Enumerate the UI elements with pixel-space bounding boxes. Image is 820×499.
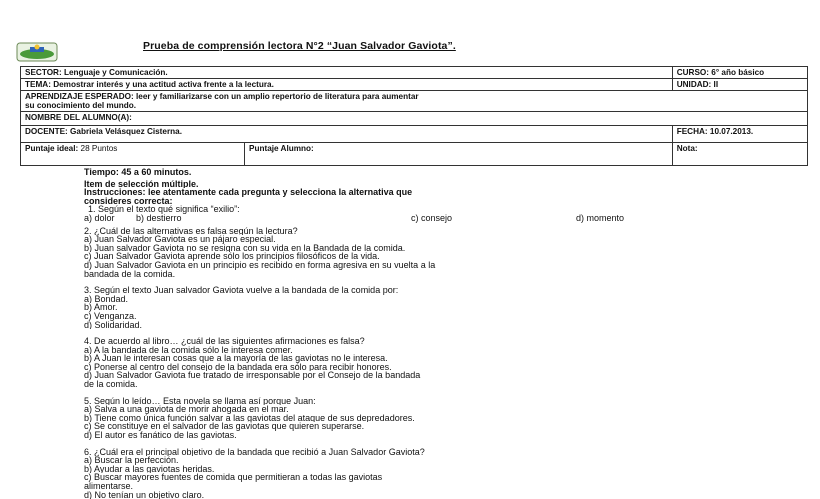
header-row-puntaje — [21, 143, 808, 166]
q1-options — [84, 214, 800, 223]
aprendizaje-cell — [21, 91, 808, 112]
header-row-docente — [21, 126, 808, 143]
unidad-cell: UNIDAD: II — [672, 79, 807, 91]
docente-cell: DOCENTE: Gabriela Velásquez Cisterna. — [21, 126, 673, 143]
q5-text: 5. Según lo leído… Esta novela se llama así porque Juan: — [84, 396, 316, 406]
q2-text: 2. ¿Cuál de las alternativas es falsa según la lectura? — [84, 226, 298, 236]
puntaje-ideal-label: Puntaje ideal: — [25, 144, 79, 153]
puntaje-ideal-cell — [21, 143, 245, 166]
q4-option-c: c) Ponerse al centro del consejo de la bandada era sólo para recibir honores. — [84, 362, 392, 372]
q3-option-b: b) Amor. — [84, 303, 118, 312]
tiempo-label: Tiempo: 45 a 60 minutos. — [84, 168, 192, 177]
questions-section — [84, 168, 800, 499]
curso-cell: CURSO: 6° año básico — [672, 67, 807, 79]
q2-option-d-line-1: d) Juan Salvador Gaviota en un principio es recibido en forma agresiva en su vuelta a la — [84, 260, 436, 270]
header-row-tema — [21, 79, 808, 91]
q1-option-d: d) momento — [576, 212, 625, 223]
header-row-aprendizaje — [21, 91, 808, 112]
document-title: Prueba de comprensión lectora N°2 “Juan Salvador Gaviota”. — [143, 40, 456, 52]
header-row-nombre — [21, 112, 808, 126]
aprendizaje-line-2: su conocimiento del mundo. — [25, 101, 136, 110]
nota-cell: Nota: — [672, 143, 807, 166]
q2-option-a: a) Juan Salvador Gaviota es un pájaro especial. — [84, 235, 276, 244]
nombre-cell: NOMBRE DEL ALUMNO(A): — [21, 112, 808, 126]
q4-option-a: a) A la bandada de la comida sólo le interesa comer. — [84, 345, 293, 355]
q6-option-c-line-2: alimentarse. — [84, 482, 134, 491]
item-title: Ítem de selección múltiple. — [84, 179, 199, 189]
q6-option-d: d) No tenían un objetivo claro. — [84, 490, 205, 499]
q1-option-c: c) consejo — [411, 212, 453, 223]
instructions-line-2: consideres correcta: — [84, 196, 173, 206]
fecha-cell: FECHA: 10.07.2013. — [672, 126, 807, 143]
q1-option-a: a) dolor — [84, 212, 115, 223]
q2-option-c: c) Juan Salvador Gaviota aprende sólo los principios filosóficos de la vida. — [84, 252, 380, 261]
q6-text: 6. ¿Cuál era el principal objetivo de la bandada que recibió a Juan Salvador Gaviota? — [84, 447, 425, 457]
q4-option-b: b) A Juan le interesan cosas que a la mayoría de las gaviotas no le interesa. — [84, 354, 388, 363]
q6-option-a: a) Buscar la perfección. — [84, 456, 179, 465]
header-table — [20, 66, 808, 166]
aprendizaje-line-1: APRENDIZAJE ESPERADO: leer y familiarizarse con un amplio repertorio de literatura para aumentar — [25, 92, 419, 101]
school-crest-icon — [16, 42, 58, 62]
q3-text: 3. Según el texto Juan salvador Gaviota vuelve a la bandada de la comida por: — [84, 286, 399, 295]
q4-option-d-line-2: de la comida. — [84, 380, 138, 389]
q1-option-b: b) destierro — [136, 212, 182, 223]
sector-cell: SECTOR: Lenguaje y Comunicación. — [21, 67, 673, 79]
puntaje-ideal-value: 28 Puntos — [80, 144, 118, 153]
puntaje-alumno-cell: Puntaje Alumno: — [245, 143, 673, 166]
q5-option-a: a) Salva a una gaviota de morir ahogada en el mar. — [84, 405, 289, 414]
q4-text: 4. De acuerdo al libro… ¿cuál de las siguientes afirmaciones es falsa? — [84, 337, 365, 346]
q6-option-c-line-1: c) Buscar mayores fuentes de comida que permitieran a todas las gaviotas — [84, 473, 383, 482]
q5-option-c: c) Se constituye en el salvador de las gaviotas que quieren superarse. — [84, 422, 365, 432]
instructions-line-1: Instrucciones: lee atentamente cada pregunta y selecciona la alternativa que — [84, 188, 413, 197]
tema-cell: TEMA: Demostrar interés y una actitud activa frente a la lectura. — [21, 79, 673, 91]
q5-option-d: d) El autor es fanático de las gaviotas. — [84, 431, 237, 440]
q3-option-c: c) Venganza. — [84, 311, 137, 321]
q1-text: 1. Según el texto qué significa “exilio”: — [88, 205, 240, 214]
q5-option-b: b) Tiene como única función salvar a las gaviotas del ataque de sus depredadores. — [84, 413, 415, 423]
q3-option-d: d) Solidaridad. — [84, 320, 143, 330]
q2-option-d-line-2: bandada de la comida. — [84, 269, 176, 279]
q6-option-b: b) Ayudar a las gaviotas heridas. — [84, 464, 215, 474]
q4-option-d-line-1: d) Juan Salvador Gaviota fue tratado de irresponsable por el Consejo de la bandada — [84, 371, 421, 381]
q2-option-b: b) Juan salvador Gaviota no se resigna con su vida en la Bandada de la comida. — [84, 243, 406, 253]
q3-option-a: a) Bondad. — [84, 294, 129, 304]
header-row-sector — [21, 67, 808, 79]
